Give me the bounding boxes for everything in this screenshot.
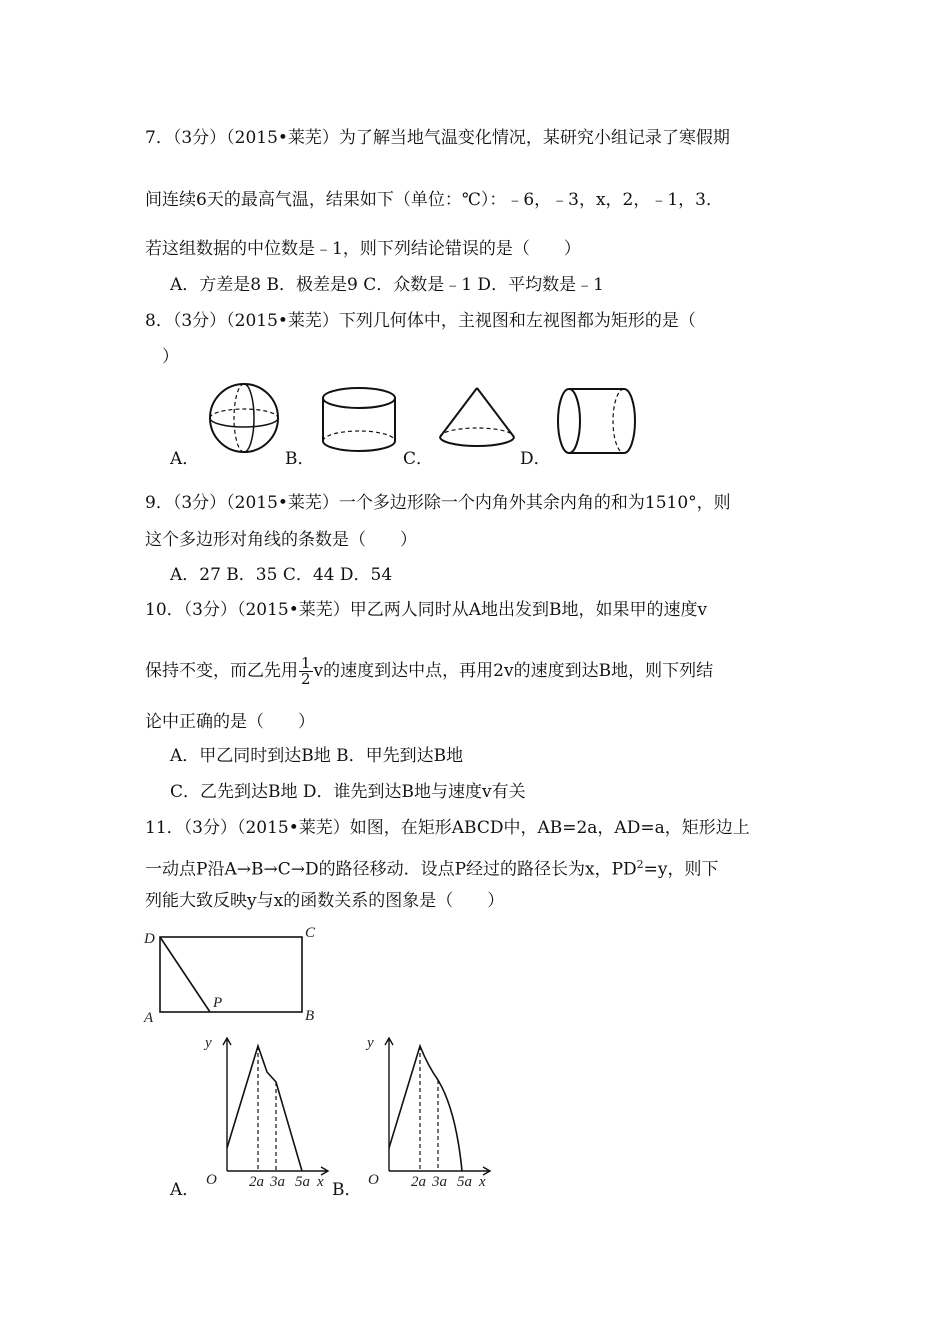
q8-line-2: ） — [162, 347, 179, 367]
graph-a-figure — [200, 1030, 335, 1195]
q9-options: A．27 B．35 C．44 D．54 — [170, 565, 393, 585]
q9-line-1: 9．（3分）（2015•莱芜）一个多边形除一个内角外其余内角的和为1510°，则 — [145, 493, 731, 513]
fraction-denominator: 2 — [301, 670, 311, 688]
rectangle-abcd-figure — [140, 920, 325, 1025]
q10-line-3: 论中正确的是（ ） — [145, 712, 315, 732]
superscript-two: 2 — [636, 858, 644, 871]
q10-line-2-start: 保持不变，而乙先用 — [145, 661, 298, 681]
vertex-a-label: A — [144, 1010, 154, 1026]
q8-option-d-label: D． — [520, 449, 551, 469]
q10-options-row-2: C．乙先到达B地 D．谁先到达B地与速度v有关 — [170, 782, 526, 802]
half-fraction — [299, 656, 313, 687]
q10-line-2-end: v的速度到达中点，再用2v的速度到达B地，则下列结 — [313, 661, 714, 681]
graph-b-figure — [362, 1030, 497, 1195]
q11-line-2-start: 一动点P沿A→B→C→D的路径移动．设点P经过的路径长为x，PD — [145, 859, 637, 880]
q8-option-c-label: C． — [403, 449, 434, 469]
q7-line-1: 7．（3分）（2015•莱芜）为了解当地气温变化情况，某研究小组记录了寒假期 — [145, 128, 730, 148]
q11-option-b-label: B． — [332, 1180, 362, 1200]
q9-line-2: 这个多边形对角线的条数是（ ） — [145, 530, 417, 550]
graph-b-x-label: x — [479, 1174, 486, 1190]
q7-options: A．方差是8 B．极差是9 C．众数是﹣1 D．平均数是﹣1 — [170, 275, 604, 295]
q10-line-1: 10．（3分）（2015•莱芜）甲乙两人同时从A地出发到B地，如果甲的速度v — [145, 600, 708, 620]
graph-a-x-label: x — [317, 1174, 324, 1190]
vertex-b-label: B — [305, 1008, 315, 1024]
graph-b-origin-label: O — [368, 1172, 379, 1188]
point-p-label: P — [213, 995, 223, 1011]
q8-option-b-label: B． — [285, 449, 315, 469]
q11-line-1: 11．（3分）（2015•莱芜）如图，在矩形ABCD中，AB=2a，AD=a，矩形边上 — [145, 818, 750, 838]
q8-line-1: 8．（3分）（2015•莱芜）下列几何体中，主视图和左视图都为矩形的是（ — [145, 311, 696, 331]
q8-option-a-label: A． — [170, 449, 200, 469]
graph-a-tick-5a: 5a — [295, 1174, 310, 1190]
graph-b-tick-3a: 3a — [432, 1174, 447, 1190]
q11-line-3: 列能大致反映y与x的函数关系的图象是（ ） — [145, 891, 505, 911]
cone-figure — [437, 385, 517, 455]
graph-a-tick-2a: 2a — [249, 1174, 264, 1190]
graph-a-tick-3a: 3a — [270, 1174, 285, 1190]
cylinder-figure — [320, 385, 400, 455]
graph-b-tick-5a: 5a — [457, 1174, 472, 1190]
q10-options-row-1: A．甲乙同时到达B地 B．甲先到达B地 — [170, 746, 464, 766]
q10-line-2 — [145, 654, 713, 688]
graph-a-y-label: y — [205, 1035, 212, 1051]
fraction-numerator: 1 — [301, 654, 311, 672]
graph-b-tick-2a: 2a — [411, 1174, 426, 1190]
graph-b-y-label: y — [367, 1035, 374, 1051]
q11-line-2-end: =y，则下 — [643, 859, 719, 880]
sphere-figure — [205, 380, 285, 455]
q7-line-2: 间连续6天的最高气温，结果如下（单位：℃）：﹣6，﹣3，x，2，﹣1，3． — [145, 190, 723, 210]
q11-option-a-label: A． — [170, 1180, 200, 1200]
q7-line-3: 若这组数据的中位数是﹣1，则下列结论错误的是（ ） — [145, 239, 581, 259]
vertex-d-label: D — [144, 931, 155, 947]
vertex-c-label: C — [305, 925, 316, 941]
horizontal-cylinder-figure — [555, 385, 640, 457]
graph-a-origin-label: O — [206, 1172, 217, 1188]
q11-line-2 — [145, 855, 719, 880]
